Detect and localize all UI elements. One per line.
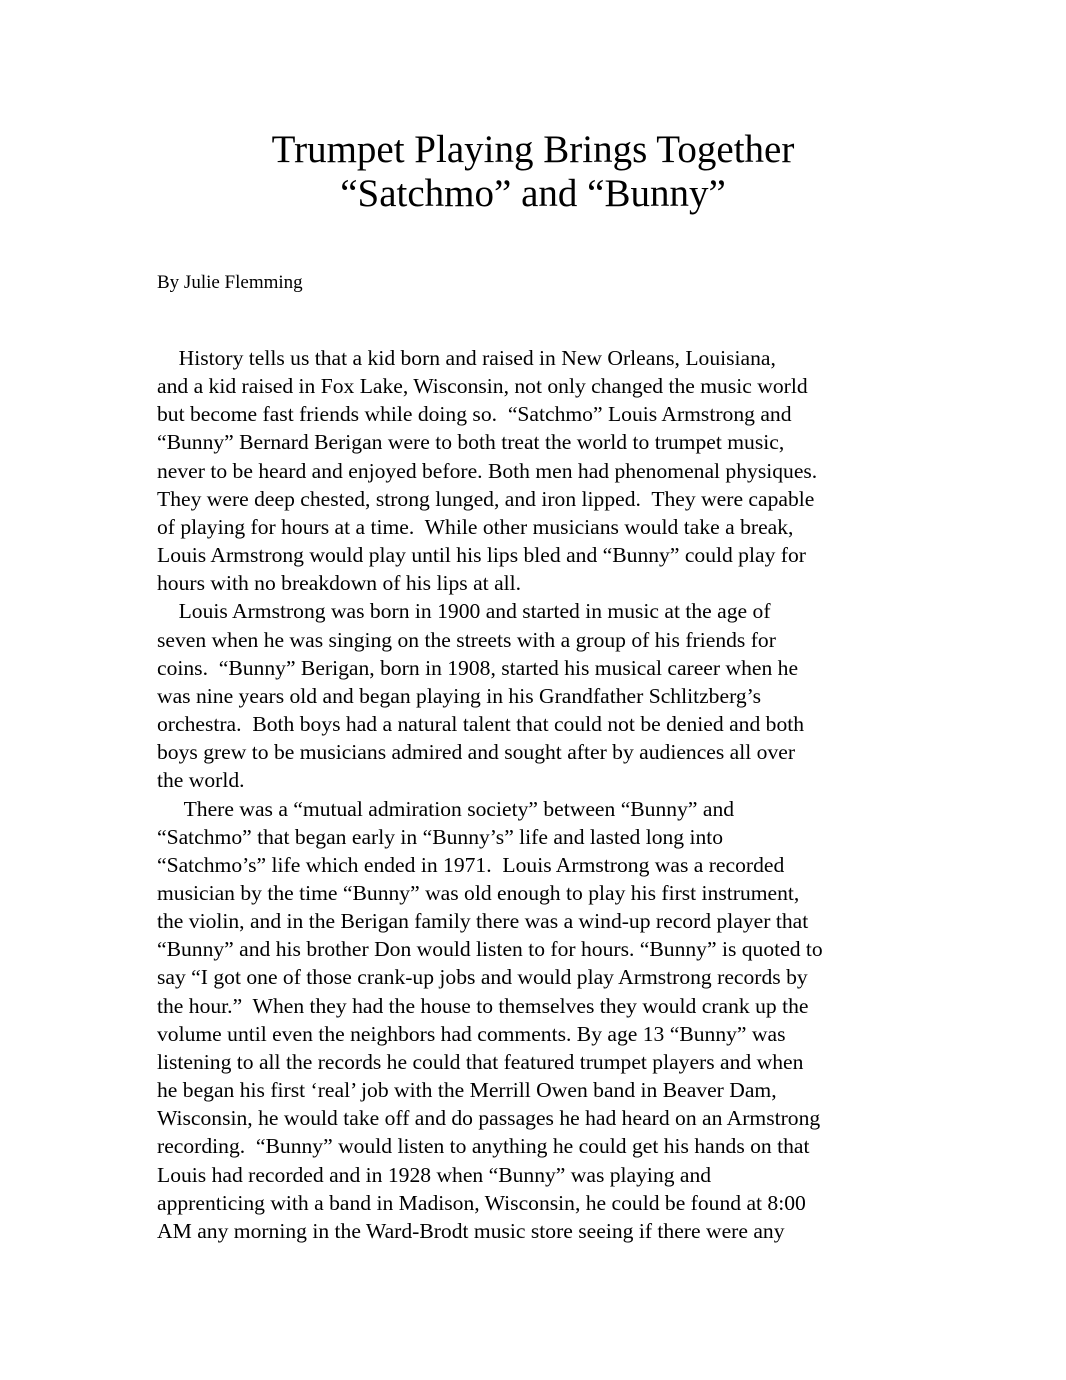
body-line: seven when he was singing on the streets with a group of his friends for	[157, 627, 776, 652]
body-line: hours with no breakdown of his lips at all.	[157, 571, 522, 596]
body-line: musician by the time “Bunny” was old enough to play his first instrument,	[157, 880, 800, 905]
body-line: Louis Armstrong would play until his lips bled and “Bunny” could play for	[157, 543, 806, 568]
body-line: Louis Armstrong was born in 1900 and started in music at the age of	[157, 599, 771, 624]
article-title	[0, 128, 1066, 216]
body-line: “Bunny” Bernard Berigan were to both treat the world to trumpet music,	[157, 430, 785, 455]
body-line: orchestra. Both boys had a natural talent that could not be denied and both	[157, 712, 805, 737]
body-line: “Satchmo’s” life which ended in 1971. Louis Armstrong was a recorded	[157, 852, 785, 877]
body-line: the world.	[157, 768, 245, 793]
body-line: was nine years old and began playing in his Grandfather Schlitzberg’s	[157, 683, 762, 708]
body-line: They were deep chested, strong lunged, and iron lipped. They were capable	[157, 486, 815, 511]
body-line: “Satchmo” that began early in “Bunny’s” life and lasted long into	[157, 824, 724, 849]
body-line: apprenticing with a band in Madison, Wisconsin, he could be found at 8:00	[157, 1190, 806, 1215]
body-line: listening to all the records he could that featured trumpet players and when	[157, 1049, 804, 1074]
body-line: AM any morning in the Ward-Brodt music store seeing if there were any	[157, 1218, 785, 1243]
body-line: There was a “mutual admiration society” between “Bunny” and	[157, 796, 735, 821]
body-line: he began his first ‘real’ job with the Merrill Owen band in Beaver Dam,	[157, 1078, 777, 1103]
body-line: the violin, and in the Berigan family there was a wind-up record player that	[157, 909, 809, 934]
body-line: volume until even the neighbors had comments. By age 13 “Bunny” was	[157, 1021, 786, 1046]
title-line-2: “Satchmo” and “Bunny”	[340, 172, 726, 215]
article-body	[157, 344, 917, 1245]
body-line: recording. “Bunny” would listen to anything he could get his hands on that	[157, 1134, 810, 1159]
title-line-1: Trumpet Playing Brings Together	[271, 128, 795, 171]
body-line: “Bunny” and his brother Don would listen to for hours. “Bunny” is quoted to	[157, 937, 823, 962]
body-line: boys grew to be musicians admired and sought after by audiences all over	[157, 740, 796, 765]
body-line: coins. “Bunny” Berigan, born in 1908, started his musical career when he	[157, 655, 799, 680]
body-line: Wisconsin, he would take off and do passages he had heard on an Armstrong	[157, 1106, 821, 1131]
body-line: and a kid raised in Fox Lake, Wisconsin, not only changed the music world	[157, 374, 808, 399]
body-line: History tells us that a kid born and raised in New Orleans, Louisiana,	[157, 346, 776, 370]
body-line: never to be heard and enjoyed before. Both men had phenomenal physiques.	[157, 458, 818, 483]
body-line: Louis had recorded and in 1928 when “Bunny” was playing and	[157, 1162, 712, 1187]
body-line: the hour.” When they had the house to themselves they would crank up the	[157, 993, 809, 1018]
body-line: of playing for hours at a time. While other musicians would take a break,	[157, 514, 794, 539]
body-line: say “I got one of those crank-up jobs and would play Armstrong records by	[157, 965, 808, 990]
byline: By Julie Flemming	[157, 272, 303, 293]
body-line: but become fast friends while doing so. “Satchmo” Louis Armstrong and	[157, 402, 792, 427]
